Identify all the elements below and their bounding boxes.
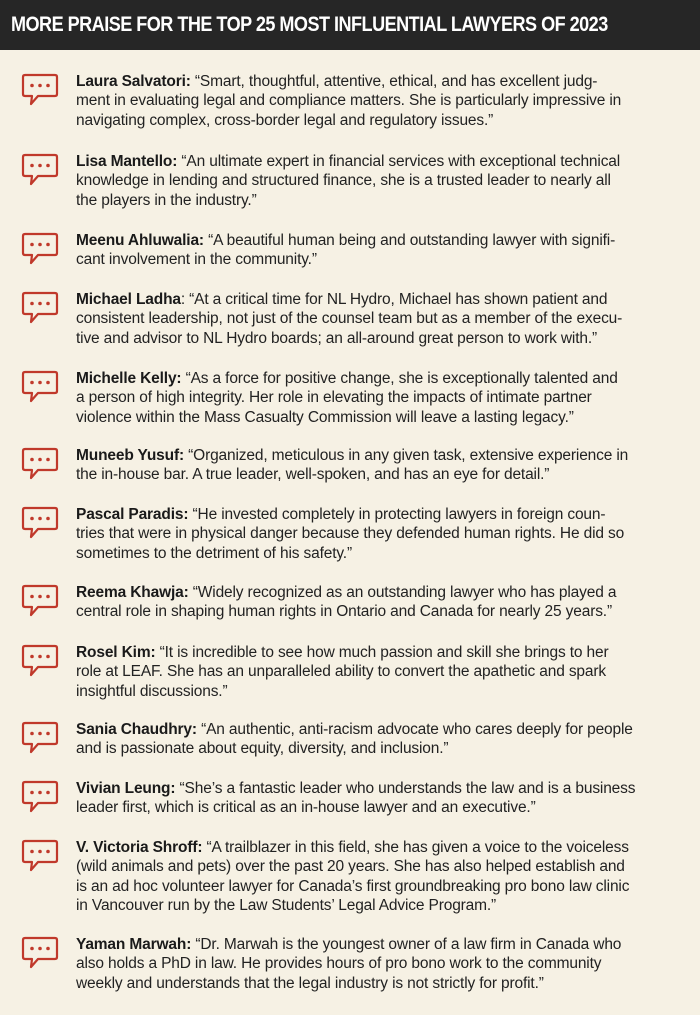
praise-text [76,935,692,993]
praise-line [76,446,692,465]
quote-text: the players in the industry.” [76,191,257,209]
quote-text: : “At a critical time for NL Hydro, Michael has shown patient and [180,291,608,308]
praise-line [76,250,692,269]
quote-text: a person of high integrity. Her role in elevating the impacts of intimate partner [76,389,592,407]
quote-text: “A beautiful human being and outstanding lawyer with signifi- [203,232,616,249]
lawyer-name: Muneeb Yusuf: [76,447,184,464]
praise-line [76,583,692,602]
praise-text [76,369,692,427]
praise-text [76,446,692,485]
praise-line [76,191,692,210]
praise-line [76,152,692,171]
quote-text: also holds a PhD in law. He provides hours of pro bono work to the community [76,955,602,973]
praise-line [76,72,692,91]
praise-line [76,857,692,876]
quote-text: cant involvement in the community.” [76,251,317,269]
praise-line [76,171,692,190]
lawyer-name: Rosel Kim: [76,644,156,661]
speech-bubble-icon [21,644,59,678]
lawyer-name: Reema Khawja: [76,584,189,601]
lawyer-name: V. Victoria Shroff: [76,839,203,856]
praise-line [76,524,692,543]
lawyer-name: Pascal Paradis: [76,506,189,523]
praise-line [76,974,692,993]
praise-text [76,720,692,759]
speech-bubble-icon [21,506,59,540]
quote-text: “An ultimate expert in financial services with exceptional technical [177,153,621,170]
praise-line [76,111,692,130]
header-bar [0,0,700,50]
speech-bubble-icon [21,153,59,187]
quote-text: leader first, which is critical as an in-house lawyer and an executive.” [76,799,536,817]
quote-text: is an ad hoc volunteer lawyer for Canada’s first groundbreaking pro bono law clinic [76,877,630,895]
praise-line [76,505,692,524]
speech-bubble-icon [21,291,59,325]
quote-text: and is passionate about equity, diversity, and inclusion.” [76,740,449,758]
praise-line [76,388,692,407]
praise-line [76,739,692,758]
quote-text: “Dr. Marwah is the youngest owner of a law firm in Canada who [191,936,622,953]
praise-line [76,231,692,250]
quote-text: “Smart, thoughtful, attentive, ethical, and has excellent judg- [190,73,598,90]
quote-text: sometimes to the detriment of his safety.” [76,544,352,562]
praise-line [76,682,692,701]
praise-line [76,309,692,328]
quote-text: knowledge in lending and structured finance, she is a trusted leader to nearly all [76,172,611,190]
praise-text [76,231,692,270]
praise-line [76,465,692,484]
praise-line [76,798,692,817]
quote-text: tries that were in physical danger because they defended human rights. He did so [76,525,625,543]
lawyer-name: Lisa Mantello: [76,153,178,170]
praise-text [76,505,692,563]
praise-text [76,152,692,210]
quote-text: “It is incredible to see how much passion and skill she brings to her [155,644,609,661]
quote-text: “He invested completely in protecting lawyers in foreign coun- [188,506,606,523]
quote-text: central role in shaping human rights in Ontario and Canada for nearly 25 years.” [76,603,612,621]
quote-text: role at LEAF. She has an unparalleled ability to convert the apathetic and spark [76,663,606,681]
praise-line [76,369,692,388]
lawyer-name: Michelle Kelly: [76,370,182,387]
praise-line [76,877,692,896]
quote-text: weekly and understands that the legal industry is not strictly for profit.” [76,974,544,992]
lawyer-name: Vivian Leung: [76,780,176,797]
praise-text [76,290,692,348]
praise-line [76,544,692,563]
quote-text: in Vancouver run by the Law Students’ Legal Advice Program.” [76,896,497,914]
lawyer-name: Meenu Ahluwalia: [76,232,204,249]
quote-text: violence within the Mass Casualty Commission will leave a lasting legacy.” [76,408,574,426]
praise-line [76,643,692,662]
praise-line [76,91,692,110]
praise-line [76,290,692,309]
quote-text: tive and advisor to NL Hydro boards; an all-around great person to work with.” [76,329,598,347]
praise-text [76,838,692,915]
praise-text [76,72,692,130]
quote-text: “Organized, meticulous in any given task, extensive experience in [184,447,629,464]
speech-bubble-icon [21,936,59,970]
quote-text: navigating complex, cross-border legal and regulatory issues.” [76,111,494,129]
speech-bubble-icon [21,584,59,618]
quote-text: “An authentic, anti-racism advocate who cares deeply for people [196,721,633,738]
quote-text: “She’s a fantastic leader who understands the law and is a business [175,780,636,797]
speech-bubble-icon [21,370,59,404]
speech-bubble-icon [21,780,59,814]
quote-text: “Widely recognized as an outstanding lawyer who has played a [188,584,617,601]
praise-text [76,583,692,622]
praise-line [76,408,692,427]
quote-text: (wild animals and pets) over the past 20 years. She has also helped establish and [76,858,625,876]
praise-line [76,720,692,739]
speech-bubble-icon [21,839,59,873]
praise-line [76,779,692,798]
praise-line [76,896,692,915]
praise-line [76,662,692,681]
lawyer-name: Sania Chaudhry: [76,721,197,738]
quote-text: ment in evaluating legal and compliance matters. She is particularly impressive in [76,92,622,110]
praise-text [76,779,692,818]
quote-text: consistent leadership, not just of the counsel team but as a member of the execu- [76,310,623,328]
lawyer-name: Laura Salvatori: [76,73,191,90]
speech-bubble-icon [21,73,59,107]
speech-bubble-icon [21,232,59,266]
praise-line [76,838,692,857]
quote-text: “A trailblazer in this field, she has given a voice to the voiceless [202,839,629,856]
praise-line [76,954,692,973]
quote-text: the in-house bar. A true leader, well-spoken, and has an eye for detail.” [76,466,550,484]
praise-line [76,602,692,621]
quote-text: “As a force for positive change, she is exceptionally talented and [181,370,618,387]
praise-line [76,935,692,954]
quote-text: insightful discussions.” [76,682,228,700]
speech-bubble-icon [21,447,59,481]
praise-text [76,643,692,701]
lawyer-name: Yaman Marwah: [76,936,192,953]
praise-line [76,329,692,348]
page-title: MORE PRAISE FOR THE TOP 25 MOST INFLUENTIAL LAWYERS OF 2023 [11,13,608,36]
speech-bubble-icon [21,721,59,755]
lawyer-name: Michael Ladha [76,291,181,308]
